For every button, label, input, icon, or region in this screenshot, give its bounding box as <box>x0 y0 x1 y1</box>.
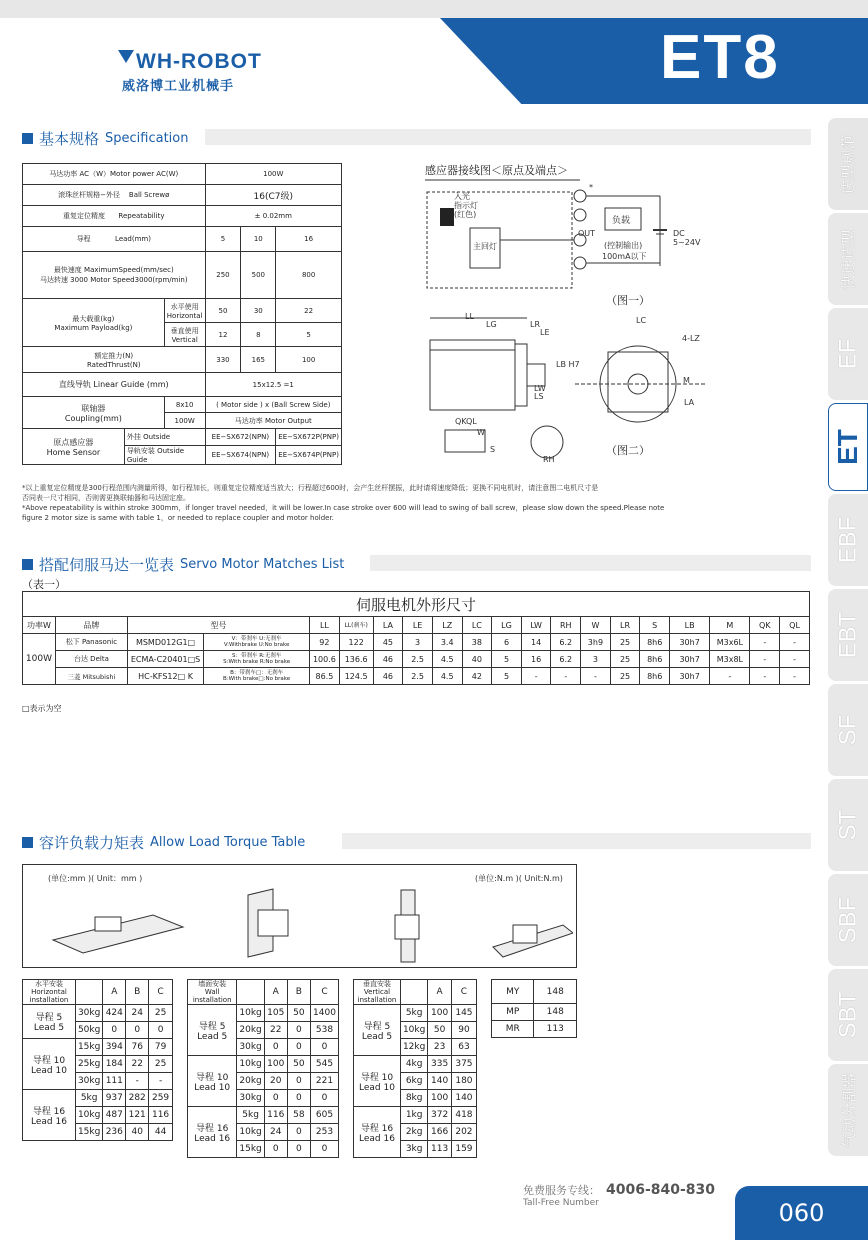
section-divider <box>205 129 811 145</box>
torque-horizontal-table: 水平安装 Horizontal installation A B C 导程 5 Lead 5 30kg 424 24 25 50kg 0 0 0 导程 10 Lead 10 15kg 394 76 79 25kg 184 22 25 30kg 111 - - 导程 16 Lead 16 5kg 937 282 259 10kg 487 121 116 15kg 236 40 44 <box>22 979 173 1141</box>
torque-vertical-table: 垂直安装 Vertical installation A C 导程 5 Lead 5 5kg 100 145 10kg 50 90 12kg 23 63 导程 10 Lead 10 4kg 335 375 6kg 140 180 8kg 100 140 导程 16 Lead 16 1kg 372 418 2kg 166 202 3kg 113 159 <box>353 979 477 1158</box>
spec-notes: *以上重复定位精度是300行程范围内测量所得，如行程加长，则重复定位精度适当放大；行程超过600时，会产生丝杆摆振，此时请将速度降低；更换不同电机时，请注意图二电机尺寸是 否同表一尺寸相同，否则需更换联轴器和马达固定座。 *Above repeatability is within stroke 300mm，if longer travel needed，it will be lower.In case stroke over 600 will lead to swing of ball screw，please slow down the speed.Please note figure 2 motor size is same with table 1，or needed to replace coupler and motor holder. <box>22 484 665 522</box>
section-torque-title: 容许负载力矩表 Allow Load Torque Table <box>22 832 305 853</box>
logo-icon <box>118 48 132 62</box>
tab-quick-select[interactable]: 快速选型 <box>828 213 868 305</box>
torque-wall-table: 墙面安装 Wall installation A B C 导程 5 Lead 5 10kg 105 50 1400 20kg 22 0 538 30kg 0 0 0 导程 10 Lead 10 10kg 100 50 545 20kg 20 0 221 30kg 0 0 0 导程 16 Lead 16 5kg 116 58 605 10kg 24 0 253 15kg 0 0 0 <box>187 979 339 1158</box>
section-divider <box>342 833 811 849</box>
tab-sbt[interactable]: SBT <box>828 969 868 1061</box>
motor-drawing <box>425 312 715 467</box>
top-bar <box>0 0 868 18</box>
tab-ebt[interactable]: EBT <box>828 589 868 681</box>
page-number: 060 <box>735 1186 868 1240</box>
spec-table: 马达功率 AC（W）Motor power AC(W) 100W 滚珠丝杆规格−外径 Ball Screwø 16(C7级) 重复定位精度 Repeatability ± 0.02mm 导程 Lead(mm) 5 10 16 最快速度 MaximumSpeed(mm/sec) 马达转速 3000 Motor Speed3000(rpm/min) 250 500 800 最大载重(kg) Maximum Payload(kg) 水平使用 Horizontal 50 30 22 垂直使用 Vertical 12 8 5 额定推力(N) RatedThrust(N) 330 165 100 直线导轨 Linear Guide (mm) 15x12.5 =1 联轴器 Coupling(mm) 8x10 ( Motor side ) x (Ball Screw Side) 100W 马达功率 Motor Output 原点感应器 Home Sensor 外挂 Outside EE−SX672(NPN) EE−SX672P(PNP) 导轨安装 Outside Guide EE−SX674(NPN) EE−SX674P(PNP) <box>22 163 342 465</box>
hotline: 免费服务专线： 4006-840-830 <box>523 1182 716 1198</box>
tab-sbf[interactable]: SBF <box>828 874 868 966</box>
tab-sf[interactable]: SF <box>828 684 868 776</box>
header-banner <box>440 18 868 104</box>
wiring-title: 感应器接线图＜原点及端点＞ <box>425 164 568 177</box>
servo-title: 伺服电机外形尺寸 <box>23 592 810 617</box>
section-servo-title: 搭配伺服马达一览表 Servo Motor Matches List <box>22 554 344 575</box>
tab-pneumatic-divider[interactable]: 气动分割器 <box>828 1064 868 1156</box>
model-title: ET8 <box>660 23 780 92</box>
logo: WH-ROBOT <box>136 50 262 73</box>
section-divider <box>370 555 811 571</box>
tab-ef[interactable]: EF <box>828 308 868 400</box>
tab-ebf[interactable]: EBF <box>828 494 868 586</box>
servo-legend: □表示为空 <box>22 704 62 713</box>
logo-cn: 威洛博工业机械手 <box>122 79 235 94</box>
section-spec-title: 基本规格 Specification <box>22 128 188 149</box>
tab-selection-spec[interactable]: 选型规范 <box>828 118 868 210</box>
fig2-label: （图二） <box>606 444 650 457</box>
torque-diagram-box: (单位:mm )( Unit：mm ) (单位:N.m )( Unit:N.m) <box>22 864 577 968</box>
fig1-label: （图一） <box>606 294 650 307</box>
tollfree-label: Tall-Free Number <box>523 1198 599 1208</box>
tab-st[interactable]: ST <box>828 779 868 871</box>
servo-table: 伺服电机外形尺寸 功率W 品牌 型号 LL LL(刹车) LA LE LZ LC LG LW RH W LR S LB M QK QL 100W 松下 Panasonic MSMD012G1□ V：带刹车 U:无刹车 V:Withbrake U:No brake 92 122 45 3 3.4 38 6 14 6.2 3h9 25 8h6 30h7 M3x6L - - 台达 Delta ECMA-C20401□S S：带刹车 R:无刹车 S:With brake R:No brake 100.6 136.6 46 2.5 4.5 40 5 16 6.2 3 25 8h6 30h7 M3x8L - - 三菱 Mitsubishi HC-KFS12□ K B：带刹车□：无刹车 B:With brake□:No brake 86.5 124.5 46 2.5 4.5 42 5 - - - 25 8h6 30h7 - - - <box>22 591 810 685</box>
tab-et[interactable]: ET <box>828 403 868 491</box>
torque-moment-table: MY 148 MP 148 MR 113 <box>491 979 577 1038</box>
